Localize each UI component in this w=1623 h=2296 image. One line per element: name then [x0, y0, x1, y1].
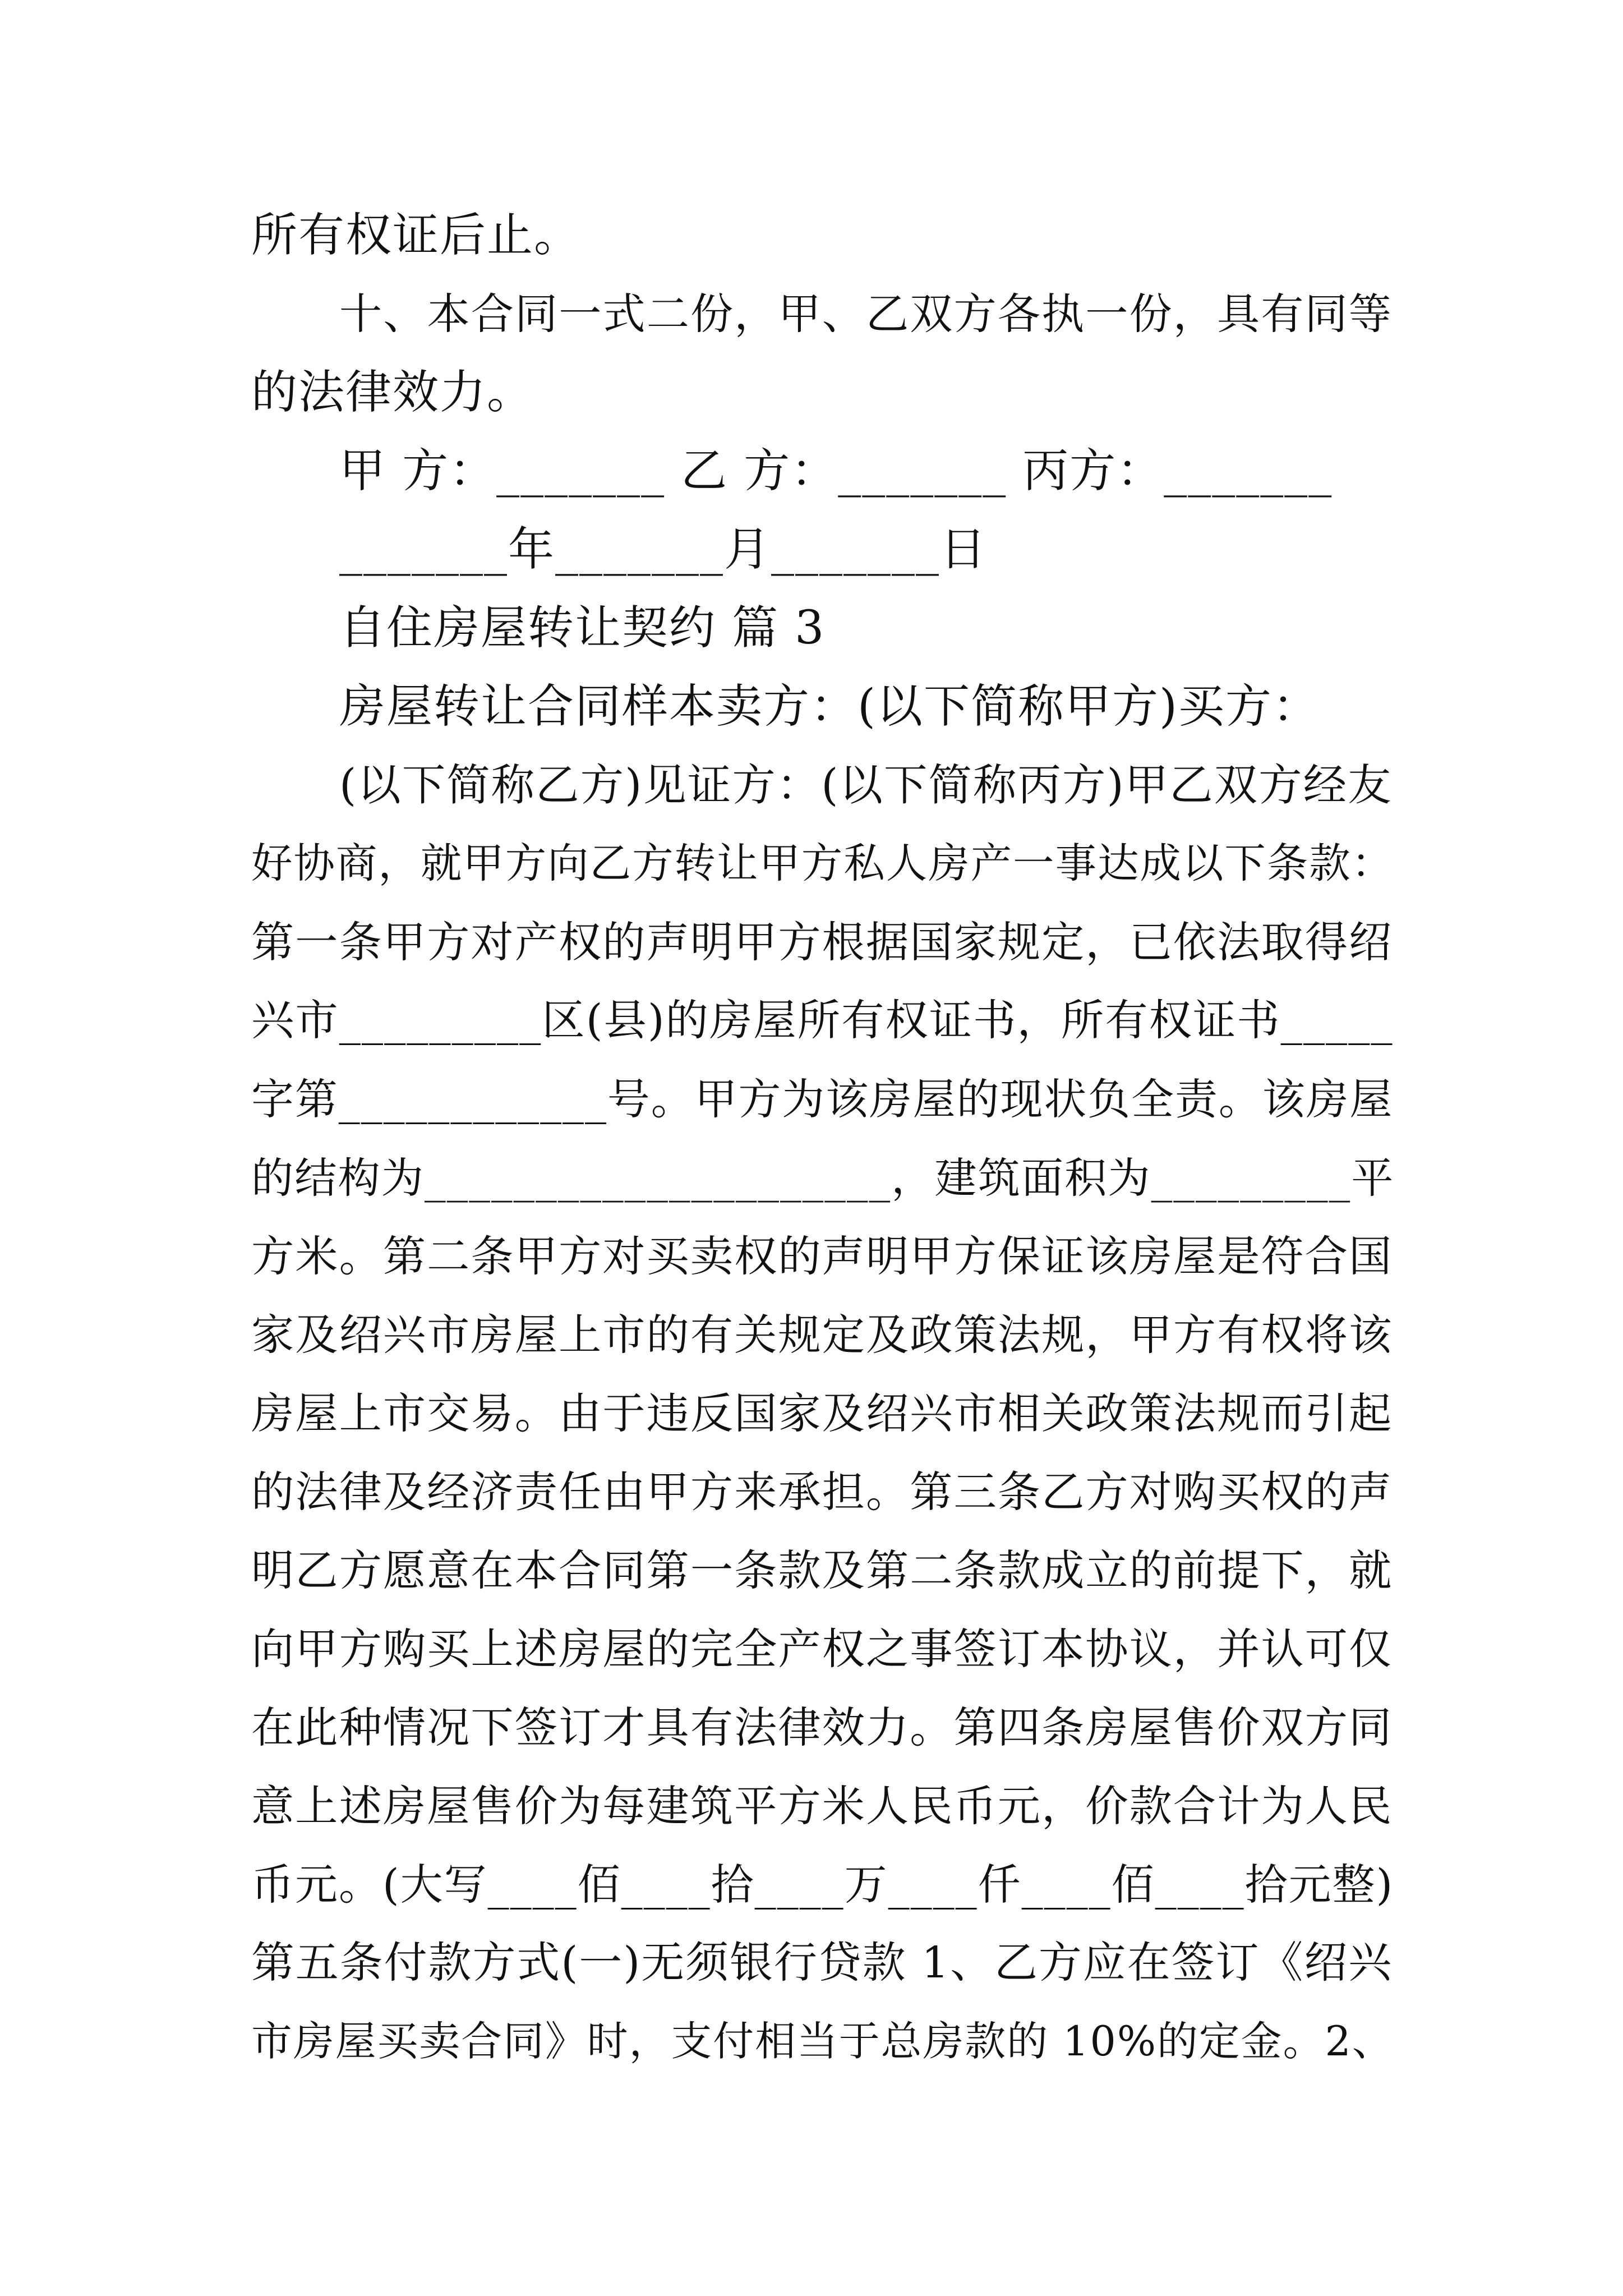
text-line: 的法律及经济责任由甲方来承担。第三条乙方对购买权的声: [251, 1467, 1393, 1517]
text-line: 兴市_________区(县)的房屋所有权证书，所有权证书_____: [251, 996, 1394, 1046]
text-line: 十、本合同一式二份，甲、乙双方各执一份，具有同等: [339, 289, 1393, 339]
text-line: 所有权证后止。: [251, 209, 582, 262]
date-line: _______年_______月_______日: [339, 523, 987, 576]
text-line: 向甲方购买上述房屋的完全产权之事签订本协议，并认可仅: [251, 1624, 1393, 1674]
text-line: 第一条甲方对产权的声明甲方根据国家规定，已依法取得绍: [251, 917, 1393, 967]
text-line: 在此种情况下签订才具有法律效力。第四条房屋售价双方同: [251, 1703, 1393, 1752]
text-line: 的结构为_____________________，建筑面积为_________平: [251, 1153, 1395, 1203]
text-line: 房屋转让合同样本卖方：(以下简称甲方)买方：: [339, 680, 1320, 733]
text-line: 的法律效力。: [251, 366, 534, 419]
text-line: 第五条付款方式(一)无须银行贷款 1、乙方应在签订《绍兴: [251, 1938, 1393, 1988]
text-line: (以下简称乙方)见证方：(以下简称丙方)甲乙双方经友: [339, 760, 1393, 811]
signature-line: 甲 方：_______ 乙 方：_______ 丙方：_______: [339, 444, 1333, 498]
text-line: 房屋上市交易。由于违反国家及绍兴市相关政策法规而引起: [251, 1388, 1393, 1438]
text-line: 家及绍兴市房屋上市的有关规定及政策法规，甲方有权将该: [251, 1310, 1393, 1360]
text-line: 明乙方愿意在本合同第一条款及第二条款成立的前提下，就: [251, 1545, 1393, 1595]
text-line: 方米。第二条甲方对买卖权的声明甲方保证该房屋是符合国: [251, 1231, 1393, 1281]
text-line: 字第____________号。甲方为该房屋的现状负全责。该房屋: [251, 1075, 1394, 1124]
text-line: 币元。(大写____佰____拾____万____仟____佰____拾元整): [251, 1860, 1394, 1910]
text-line: 意上述房屋售价为每建筑平方米人民币元，价款合计为人民: [251, 1781, 1393, 1831]
text-line: 市房屋买卖合同》时，支付相当于总房款的 10%的定金。2、: [251, 2018, 1394, 2065]
text-line: 好协商，就甲方向乙方转让甲方私人房产一事达成以下条款：: [251, 840, 1394, 887]
section-heading: 自住房屋转让契约 篇 3: [339, 601, 826, 655]
